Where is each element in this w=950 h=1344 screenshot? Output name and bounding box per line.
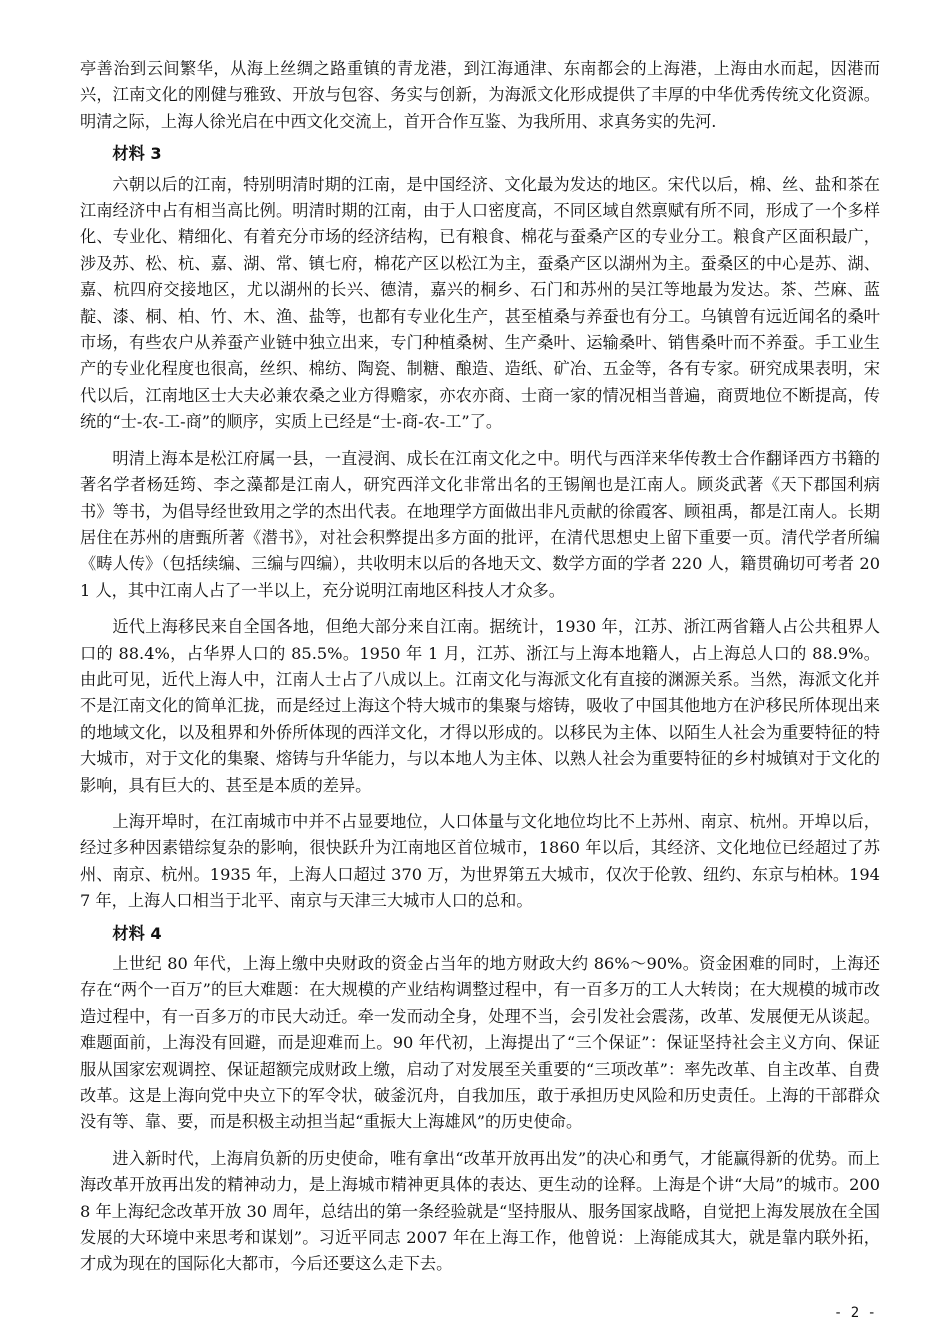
material-3-heading: 材料 3 — [112, 144, 162, 164]
material-3-paragraph-1: 六朝以后的江南，特别明清时期的江南，是中国经济、文化最为发达的地区。宋代以后，棉、丝、盐和茶在江南经济中占有相当高比例。明清时期的江南，由于人口密度高，不同区域自然禀赋有所不同，形成了一个多样化、专业化、精细化、有着充分市场的经济结构，已有粮食、棉花与蚕桑产区的专业分工。粮食产区面积最广，涉及苏、松、杭、嘉、湖、常、镇七府，棉花产区以松江为主，蚕桑产区以湖州为主。蚕桑区的中心是苏、湖、嘉、杭四府交接地区，尤以湖州的长兴、德清，嘉兴的桐乡、石门和苏州的吴江等地最为发达。茶、苎麻、蓝靛、漆、桐、柏、竹、木、渔、盐等，也都有专业化生产，甚至植桑与养蚕也有分工。乌镇曾有远近闻名的桑叶市场，有些农户从养蚕产业链中独立出来，专门种植桑树、生产桑叶、运输桑叶、销售桑叶而不养蚕。手工业生产的专业化程度也很高，丝织、棉纺、陶瓷、制糖、酿造、造纸、矿冶、五金等，各有专家。研究成果表明，宋代以后，江南地区士大夫必兼农桑之业方得赡家，亦农亦商、士商一家的情况相当普遍，商贾地位不断提高，传统的“士-农-工-商”的顺序，实质上已经是“士-商-农-工”了。 — [80, 174, 880, 432]
intro-paragraph: 亭善治到云间繁华，从海上丝绸之路重镇的青龙港，到江海通津、东南都会的上海港，上海由水而起，因港而兴，江南文化的刚健与雅致、开放与包容、务实与创新，为海派文化形成提供了丰厚的中华优秀传统文化资源。明清之际，上海人徐光启在中西文化交流上，首开合作互鉴、为我所用、求真务实的先河. — [80, 59, 880, 131]
material-4-heading: 材料 4 — [112, 923, 162, 943]
page-number: - 2 - — [833, 1305, 876, 1321]
material-3-paragraph-4: 上海开埠时，在江南城市中并不占显要地位，人口体量与文化地位均比不上苏州、南京、杭州。开埠以后，经过多种因素错综复杂的影响，很快跃升为江南地区首位城市，1860 年以后，其经济、文化地位已经超过了苏州、南京、杭州。1935 年，上海人口超过 370 万，为世界第五大城市，仅次于伦敦、纽约、东京与柏林。1947 年，上海人口相当于北平、南京与天津三大城市人口的总和。 — [80, 811, 880, 911]
material-3-paragraph-3: 近代上海移民来自全国各地，但绝大部分来自江南。据统计，1930 年，江苏、浙江两省籍人占公共租界人口的 88.4%，占华界人口的 85.5%。1950 年 1 月，江苏、浙江与上海本地籍人，占上海总人口的 88.9%。由此可见，近代上海人中，江南人士占了八成以上。江南文化与海派文化有直接的渊源关系。当然，海派文化并不是江南文化的简单汇拢，而是经过上海这个特大城市的集聚与熔铸，吸收了中国其他地方在沪移民所体现出来的地域文化，以及租界和外侨所体现的西洋文化，才得以形成的。以移民为主体、以陌生人社会为重要特征的特大城市，对于文化的集聚、熔铸与升华能力，与以本地人为主体、以熟人社会为重要特征的乡村城镇对于文化的影响，具有巨大的、甚至是本质的差异。 — [80, 617, 880, 795]
material-4-paragraph-1: 上世纪 80 年代，上海上缴中央财政的资金占当年的地方财政大约 86%～90%。资金困难的同时，上海还存在“两个一百万”的巨大难题：在大规模的产业结构调整过程中，有一百多万的工人大转岗；在大规模的城市改造过程中，有一百多万的市民大动迁。牵一发而动全身，处理不当，会引发社会震荡，改革、发展便无从谈起。难题面前，上海没有回避，而是迎难而上。90 年代初，上海提出了“三个保证”：保证坚持社会主义方向、保证服从国家宏观调控、保证超额完成财政上缴，启动了对发展至关重要的“三项改革”：率先改革、自主改革、自费改革。这是上海向党中央立下的军令状，破釜沉舟，自我加压，敢于承担历史风险和历史责任。上海的干部群众没有等、靠、要，而是积极主动担当起“重振大上海雄风”的历史使命。 — [80, 954, 880, 1132]
material-4-paragraph-2: 进入新时代，上海肩负新的历史使命，唯有拿出“改革开放再出发”的决心和勇气，才能赢得新的优势。而上海改革开放再出发的精神动力，是上海城市精神更具体的表达、更生动的诠释。上海是个讲“大局”的城市。2008 年上海纪念改革开放 30 周年，总结出的第一条经验就是“坚持服从、服务国家战略，自觉把上海发展放在全国发展的大环境中来思考和谋划”。习近平同志 2007 年在上海工作，他曾说：上海能成其大，就是靠内联外拓，才成为现在的国际化大都市，今后还要这么走下去。 — [80, 1148, 880, 1274]
material-3-paragraph-2: 明清上海本是松江府属一县，一直浸润、成长在江南文化之中。明代与西洋来华传教士合作翻译西方书籍的著名学者杨廷筠、李之藻都是江南人，研究西洋文化非常出名的王锡阐也是江南人。顾炎武著《天下郡国利病书》等书，为倡导经世致用之学的杰出代表。在地理学方面做出非凡贡献的徐霞客、顾祖禹，都是江南人。长期居住在苏州的唐甄所著《潜书》，对社会积弊提出多方面的批评，在清代思想史上留下重要一页。清代学者所编《畴人传》（包括续编、三编与四编），共收明末以后的各地天文、数学方面的学者 220 人，籍贯确切可考者 201 人，其中江南人占了一半以上，充分说明江南地区科技人才众多。 — [80, 448, 880, 600]
document-page — [80, 56, 880, 1278]
